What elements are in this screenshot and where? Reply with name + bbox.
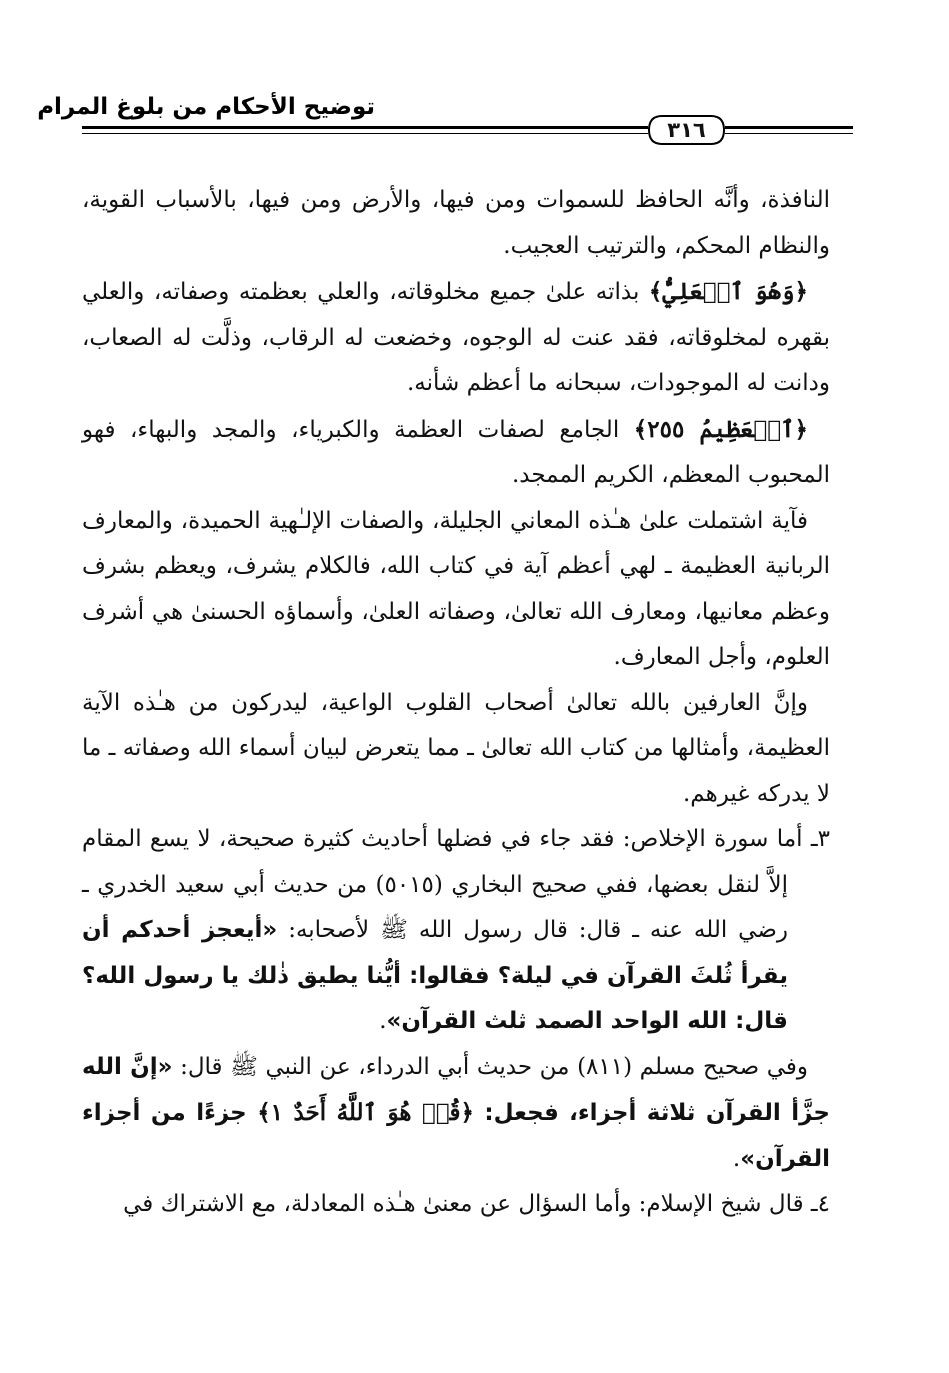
header-rule [82,126,648,129]
hadith-quote: «أيعجز أحدكم أن يقرأ ثُلثَ القرآن في ليلة؟ فقالوا: أيُّنا يطيق ذٰلك يا رسول الله؟ قال: الله الواحد الصمد ثلث القرآن» [82,917,788,1034]
paragraph [82,407,830,499]
paragraph-text: الجامع لصفات العظمة والكبرياء، والمجد والبهاء، فهو المحبوب المعظم، الكريم الممجد. [82,416,830,488]
paragraph [82,499,830,681]
item-number: ٣ـ [810,826,830,852]
header-rule [82,133,648,134]
hadith-quote: «إنَّ الله جزَّأ القرآن ثلاثة أجزاء، فجعل: [82,1053,830,1126]
paragraph-text: النافذة، وأنَّه الحافظ للسموات ومن فيها، والأرض ومن فيها، بالأسباب القوية، والنظام المحكم، والترتيب العجيب. [82,187,830,259]
numbered-paragraph [82,1182,830,1228]
paragraph [82,681,830,818]
page-number: ٣١٦ [667,118,706,142]
paragraph-end: . [379,1008,387,1034]
header-rule [725,133,853,134]
paragraph-text: وإنَّ العارفين بالله تعالىٰ أصحاب القلوب الواعية، ليدركون من هـٰذه الآية العظيمة، وأمثالها من كتاب الله تعالىٰ ـ مما يتعرض لبيان أسماء الله وصفاته ـ ما لا يدركه غيرهم. [82,689,830,807]
paragraph [82,1045,830,1183]
book-title: توضيح الأحكام من بلوغ المرام [37,94,375,120]
header-rule [725,126,853,129]
paragraph-text: فآية اشتملت علىٰ هـٰذه المعاني الجليلة، والصفات الإلـٰهية الحميدة، والمعارف الربانية العظيمة ـ لهي أعظم آية في كتاب الله، فالكلام يشرف، ويعظم بشرف وعظم معانيها، ومعارف الله تعالىٰ، وصفاته العلىٰ، وأسماؤه الحسنىٰ هي أشرف العلوم، وأجل المعارف. [82,507,830,670]
quran-quote: ﴿قُلۡ هُوَ ٱللَّهُ أَحَدٌ ١﴾ [257,1099,474,1126]
paragraph-text: أما سورة الإخلاص: فقد جاء في فضلها أحاديث كثيرة صحيحة، لا يسع المقام إلاَّ لنقل بعضها، ففي صحيح البخاري (٥٠١٥) من حديث أبي سعيد الخدري ـ رضي الله عنه ـ قال: قال رسول الله ﷺ لأصحابه: [82,826,811,943]
item-number: ٤ـ [810,1191,830,1217]
paragraph [82,269,830,407]
paragraph [82,178,830,269]
paragraph-text: قال شيخ الإسلام: وأما السؤال عن معنىٰ هـٰذه المعادلة، مع الاشتراك في [123,1191,811,1217]
numbered-paragraph [82,817,830,1045]
paragraph-end: . [732,1145,741,1172]
page-number-frame [648,113,725,147]
quran-quote: ﴿ٱلۡعَظِيمُ ٢٥٥﴾ [633,415,808,443]
paragraph-text: بذاته علىٰ جميع مخلوقاته، والعلي بعظمته وصفاته، والعلي بقهره لمخلوقاته، فقد عنت له الوجوه، وخضعت له الرقاب، وذلَّت له الصعاب، ودانت له الموجودات، سبحانه ما أعظم شأنه. [82,279,830,396]
page-body [82,178,830,1228]
hadith-quote: جزءًا من أجزاء القرآن» [82,1100,830,1172]
quran-quote: ﴿وَهُوَ ٱلۡعَلِيُّ﴾ [648,278,808,305]
paragraph-text: وفي صحيح مسلم (٨١١) من حديث أبي الدرداء، عن النبي ﷺ قال: [172,1053,808,1080]
